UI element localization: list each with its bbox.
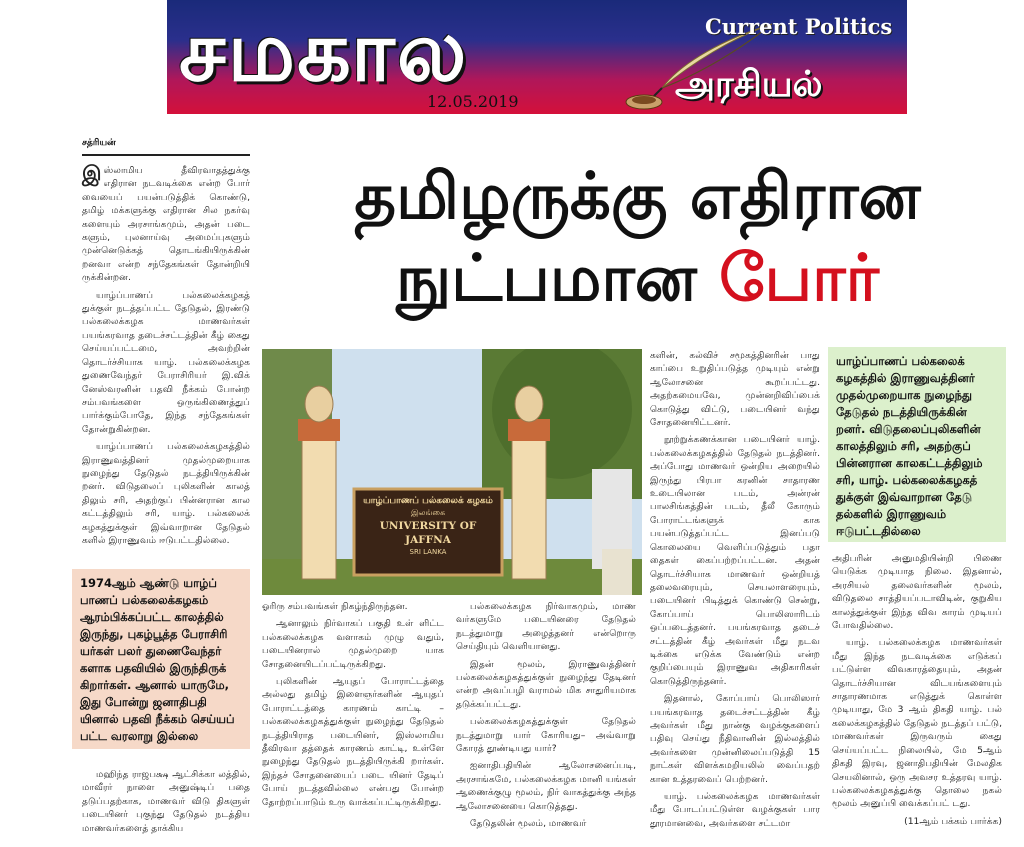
university-sign — [358, 495, 498, 557]
paragraph: மஹிந்த ராஜபக்ஷ ஆட்சிக்கா லத்தில், மாவீரர் நாளை அனுஷ்டிப் பதை தடுப்பதற்காக, மாணவர் விடு திகளுள் படையினர் புகுந்து தேடுதல் நடத்திய மாணவர்களைத் தாக்கிய — [82, 769, 250, 834]
paragraph: பல்கலைக்கழகத்துக்குள் தேடுதல் நடத்துமாறு யார் கோரியது– அவ்வாறு கோரத் தூண்டியது யார்? — [456, 716, 636, 755]
paragraph: ஆனாலும் நிர்வாகப் பகுதி உள் ளிட்ட பல்கலைக்கழக வளாகம் முழு வதும், படையினரால் முதல்முறை யாக சோதனையிடப்பட்டிருக்கிறது. — [262, 618, 444, 670]
masthead-subtitle-tamil: அரசியல் — [675, 64, 823, 105]
article-column-4 — [650, 349, 820, 834]
byline: சத்ரியன் — [82, 138, 116, 148]
article-column-1 — [82, 161, 250, 551]
pull-quote-1: 1974ஆம் ஆண்டு யாழ்ப் பாணப் பல்கலைக்கழகம் ஆரம்பிக்கப்பட்ட காலத்தில் இருந்து, புகழ்பூத்த பேராசிரி யர்கள் பலர் துணைவேந்தர் களாக பதவியில் இருந்திருக் கிறார்கள். ஆனால் யாருமே, இது போன்று ஜனாதிபதி யினால் பதவி நீக்கம் செய்யப் பட்ட வரலாறு இல்லை — [72, 569, 250, 749]
sign-text-country-english: SRI LANKA — [409, 548, 447, 556]
issue-date: 12.05.2019 — [427, 92, 519, 111]
article-column-3 — [456, 600, 636, 835]
pull-quote-2: யாழ்ப்பாணப் பல்கலைக் கழகத்தில் இராணுவத்தினர் முதல்முறையாக நுழைந்து தேடுதல் நடத்தியிருக்கின் றனர். விடுதலைப்புலிகளின் காலத்திலும் சரி, அதற்குப் பின்னரான காலகட்டத்திலும் சரி, யாழ். பல்கலைக்கழகத் துக்குள் இவ்வாறான தேடு தல்களில் இராணுவம் ஈடுபட்டதில்லை — [828, 347, 1006, 542]
paragraph: ஓரிரு சம்பவங்கள் நிகழ்ந்திருந்தன. — [262, 601, 408, 612]
paragraph: யாழ்ப்பாணப் பல்கலைக்கழகத் துக்குள் நடத்தப்பட்ட தேடுதல், இரண்டு பல்கலைக்கழக மாணவர்கள் பயங்கரவாத தடைச்சட்டத்தின் கீழ் கைது செய்யப்பட்டமை, அவற்றின் தொடர்ச்சியாக யாழ். பல்கலைக்கழக துணைவேந்தர் பேராசிரியர் இ.விக் னேஸ்வரனின் பதவி நீக்கம் போன்ற சம்பவங்களை ஒருங்கிணைத்துப் பார்க்கும்போதே, இந்த சந்தேகங்கள் தோன்றுகின்றன. — [82, 289, 250, 435]
headline-line-2 — [265, 238, 1010, 320]
masthead-title: சமகால — [179, 2, 469, 100]
paragraph: தேடுதலின் மூலம், மாணவர் — [470, 818, 587, 830]
paragraph: யாழ். பல்கலைக்கழக மாணவர்கள் மீது இந்த நடவடிக்கை எடுக்கப் பட்டுள்ள விவகாரத்தையும், அதன் தொடர்ச்சியான விடயங்களையும் சாதாரணமாக எடுத்துக் கொள்ள முடியாது, மே 3 ஆம் திகதி யாழ். பல் கலைக்கழகத்தில் தேடுதல் நடத்தப் பட்டு, மாணவர்கள் இருவரும் கைது செய்யப்பட்ட நிலையில், மே 5ஆம் திகதி இரவு, ஜனாதிபதியின் மேலதிக செயலினால், ஒரு அவசர உத்தரவு யாழ். பல்கலைக்கழகத்துக்கு தொலை நகல் மூலம் அனுப்பி வைக்கப்பட் டது. — [832, 637, 1002, 810]
paragraph: களின், கல்விச் சமூகத்தினரின் பாது காப்பை உறுதிப்படுத்த முடியும் என்று ஆலோசனை கூறப்பட்டது. அதற்கமையவே, முன்னறிவிப்பைக் கொடுத்து விட்டு, படையினர் வந்து சோதனையிட்டனர். — [650, 350, 820, 429]
column-rule — [82, 154, 250, 156]
paragraph: யாழ். பல்கலைக்கழக மாணவர்கள் மீது போடப்பட்டுள்ள வழக்குகள் பார தூரமானவை, அவர்களை சட்டமா — [650, 791, 820, 829]
sign-text-english: UNIVERSITY OF JAFFNA — [379, 520, 477, 546]
paragraph: யாழ்ப்பாணப் பல்கலைக்கழகத்தில் இராணுவத்தினர் முதல்முறையாக நுழைந்து தேடுதல் நடத்தியிருக்கின் றனர். விடுதலைப் புலிகளின் காலத் திலும் சரி, அதற்குப் பின்னரான கால கட்டத்திலும் சரி, யாழ். பல்கலைக் கழகத்துக்குள் இவ்வாறான தேடுதல் களில் இராணுவம் ஈடுபட்டதில்லை. — [82, 441, 250, 546]
headline — [265, 156, 1010, 320]
paragraph: ஐனாதிபதியின் ஆலோசனைப்படி, அரசாங்கமே, பல்கலைக்கழக மானி யங்கள் ஆணைக்குழு மூலம், நிர் வாகத்துக்கு அந்த ஆலோசனையை கொடுத்தது. — [456, 760, 636, 812]
sign-text-country-tamil: இலங்கை — [410, 508, 446, 517]
paragraph: நூற்றுக்கணக்கான படையினர் யாழ். பல்கலைக்கழகத்தில் தேடுதல் நடத்தினர். அப்போது மாணவர் ஒன்றிய அறையில் இருந்து பிரபா கரனின் சாதாரண உடையிலான படம், அன்ரன் பாலசிங்கத்தின் படம், தீலீ கோரும் போராட்டங்களுக் காக பயன்படுத்தப்பட்ட இனப்படு கொலையை வெளிப்படுத்தும் பதா தைகள் கைப்பற்றப்பட்டன. அதன் தொடர்ச்சியாக மாணவர் ஒன்றியத் தலைவரையும், செயலாளரையும், படையினர் பிடித்துக் கொண்டு சென்று, கோப்பாய் பொலிஸாரிடம் ஒப்படைத்தனர். பயங்கரவாத தடைச் சட்டத்தின் கீழ் அவர்கள் மீது நடவ டிக்கை எடுக்க வேண்டும் என்ற குறிப்பையும் இராணுவ அதிகாரிகள் கொடுத்திருந்தனர். — [650, 434, 820, 687]
article-column-5 — [832, 552, 1002, 832]
masthead-subtitle-english: Current Politics — [705, 14, 893, 39]
sign-text-tamil: யாழ்ப்பாணப் பல்கலைக் கழகம் — [363, 496, 493, 506]
photo-illustration — [262, 349, 642, 595]
paragraph: அதிபரின் அனுமதியின்றி பிணை யெடுக்க முடியாத நிலை. இதனால், அரசியல் தலைவர்களின் மூலம், விடுதலை சாத்தியப்படாவிடின், குறுகிய காலத்துக்குள் இந்த விவ காரம் முடியப் போவதில்லை. — [832, 553, 1002, 632]
masthead — [167, 0, 907, 114]
drop-cap: இ — [82, 161, 102, 185]
paragraph: பல்கலைக்கழக நிர்வாகமும், மாண வர்களுமே படையினரை தேடுதல் நடத்துமாறு அழைத்தனர் என்றொரு செய்தியும் வெளியானது. — [456, 601, 636, 653]
headline-line-2-black: நுட்பமான — [395, 242, 697, 316]
headline-line-2-red: போர் — [719, 242, 880, 316]
article-column-2 — [262, 600, 444, 813]
paragraph: இதன் மூலம், இராணுவத்தினர் பல்கலைக்கழகத்துக்குள் நுழைந்து தேடினர் என்ற அவப்பழி வராமல் மிக சாதுரியமாக தடுக்கப்பட்டது. — [456, 658, 636, 710]
paragraph: இஸ்லாமிய தீவிரவாதத்துக்கு எதிரான நடவடிக்கை என்ற போர் வையைப் பயன்படுத்திக் கொண்டு, தமிழ் மக்களுக்கு எதிரான சில நகர்வு களையும் அரசாங்கமும், அதன் படை களும், புலனாய்வு அமைப்புகளும் முன்னெடுக்கத் தொடங்கியிருக்கின் றனவா என்ற சந்தேகங்கள் தோன்றியி ருக்கின்றன. — [82, 161, 250, 284]
university-photo — [262, 349, 642, 595]
article-column-1-bottom — [82, 768, 250, 839]
paragraph: புலிகளின் ஆயுதப் போராட்டத்தை அல்லது தமிழ் இளைஞர்களின் ஆயுதப் போராட்டத்தை காரணம் காட்டி – பல்கலைக்கழகத்துக்குள் நுழைந்து தேடுதல் நடத்தியிராத படையினர், இஸ்லாமிய தீவிரவா தத்தைக் காரணம் காட்டி, உள்ளே நுழைந்து தேடுதல் நடத்தியிருக்கி றார்கள். இந்தச் சோதனையைப் படை யினர் தேடிப் போய் நடத்தவில்லை என்பது போன்ற தோற்றப்பாடும் உரு வாக்கப்பட்டிருக்கிறது. — [262, 676, 444, 808]
headline-line-1: தமிழருக்கு எதிரான — [354, 160, 921, 234]
paragraph: இதனால், கோப்பாய் பொலிஸார் பயங்கரவாத தடைச்சட்டத்தின் கீழ் அவர்கள் மீது நான்கு வழக்குகளைப் பதிவு செய்து நீதிவானின் இல்லத்தில் அவர்களை முன்னிலைப்படுத்தி 15 நாட்கள் விளக்கமறியலில் வைப்பதற் கான உத்தரவைப் பெற்றனர். — [650, 693, 820, 785]
continuation-note: (11ஆம் பக்கம் பார்க்க) — [904, 815, 1002, 827]
